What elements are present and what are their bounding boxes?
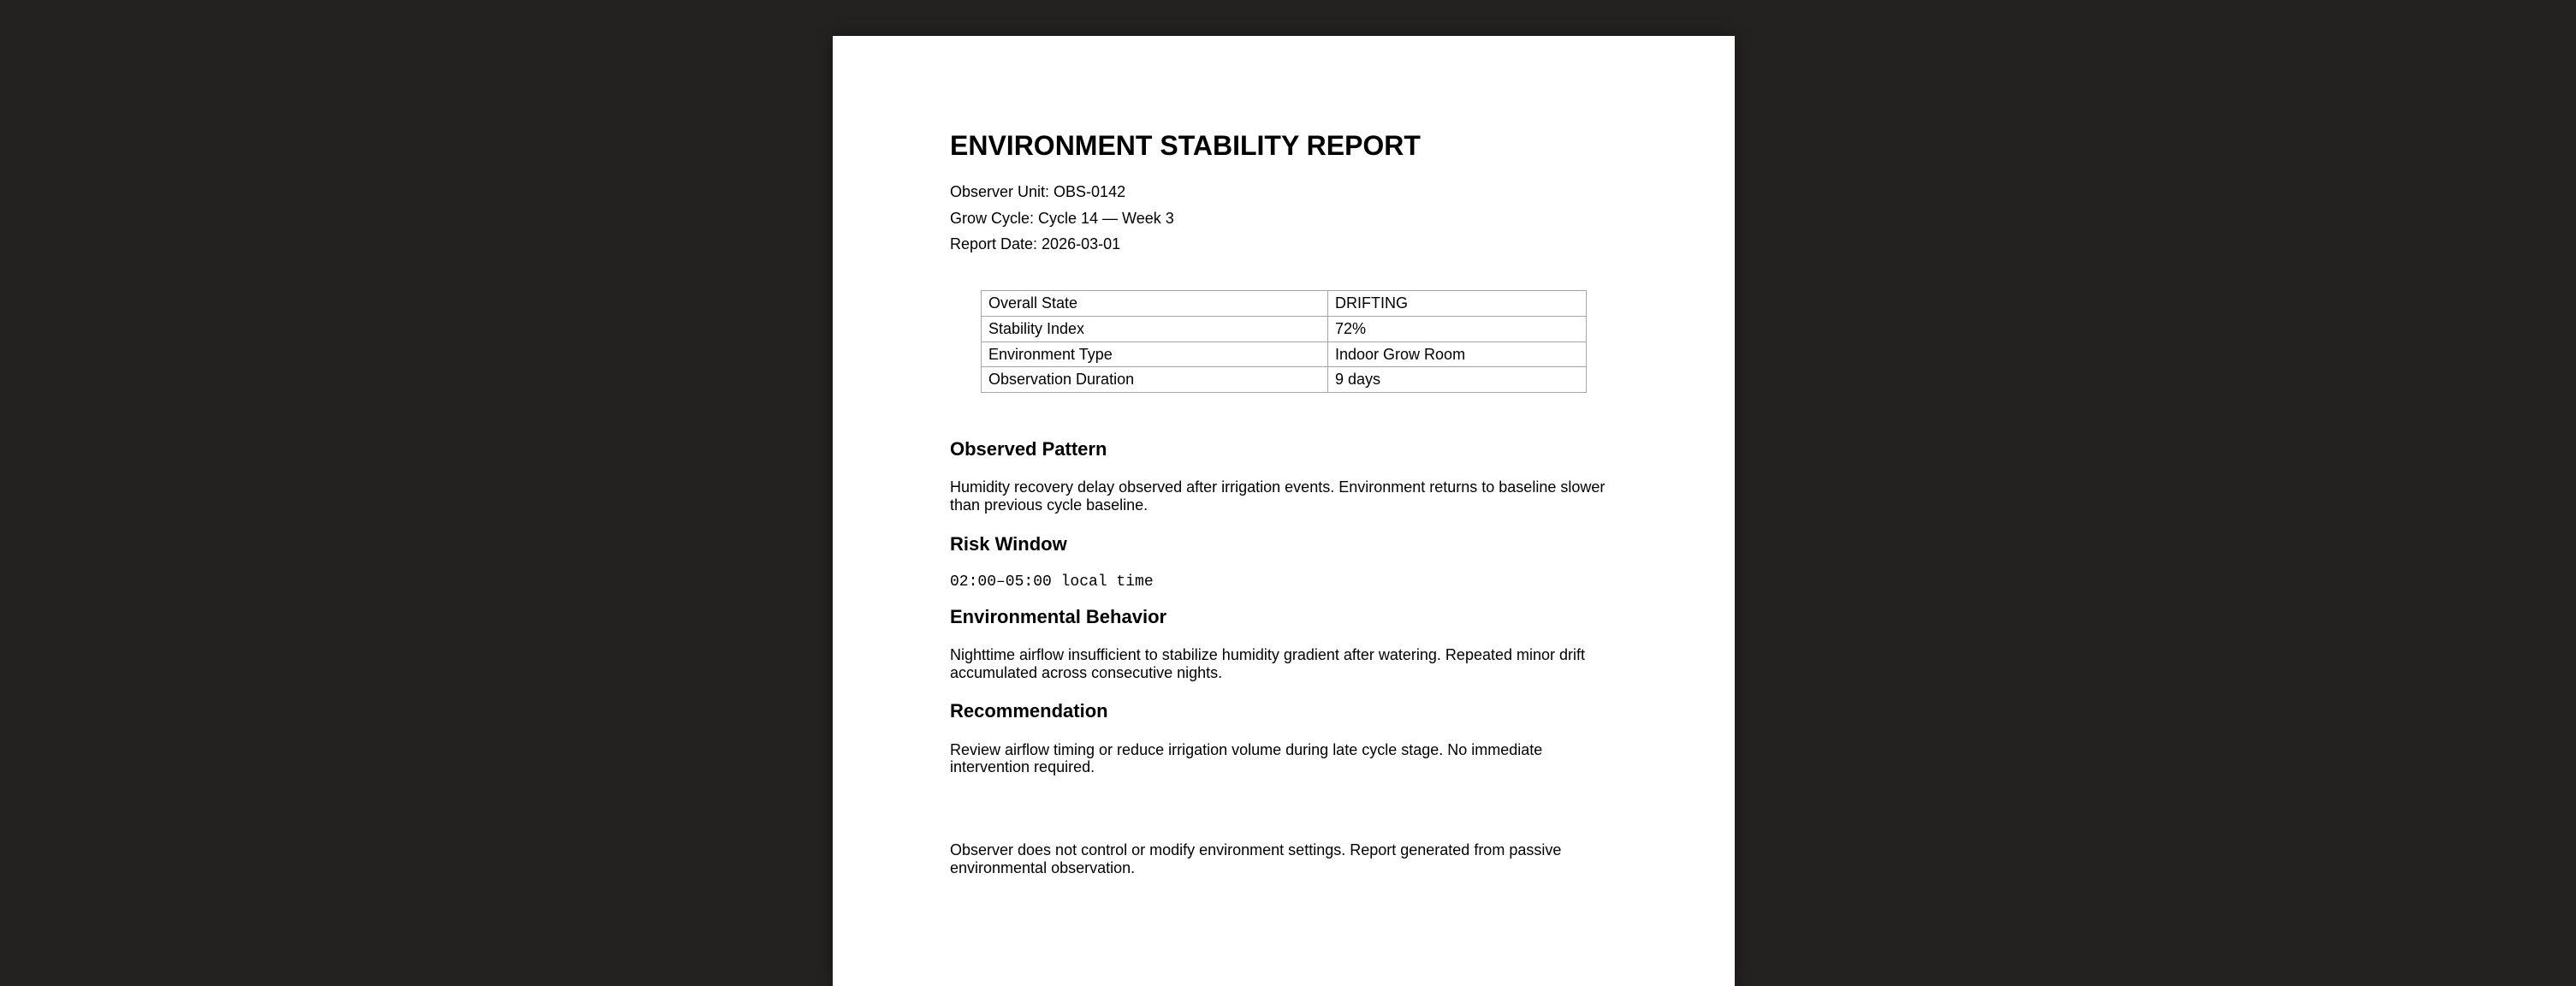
meta-grow-cycle: Grow Cycle: Cycle 14 — Week 3 [950,209,1174,227]
report-page [833,36,1735,986]
table-row [982,316,1587,342]
meta-report-date: Report Date: 2026-03-01 [950,235,1121,253]
section-body-observed-pattern: Humidity recovery delay observed after irrigation events. Environment returns to baseline slower than previous cycle baseline. [950,478,1606,514]
section-heading-environmental-behavior: Environmental Behavior [950,605,1167,627]
table-cell-value: DRIFTING [1328,291,1587,317]
report-title: ENVIRONMENT STABILITY REPORT [950,130,1421,161]
table-row [982,291,1587,317]
table-row [982,342,1587,367]
table-cell-label: Observation Duration [982,367,1328,393]
table-cell-label: Environment Type [982,342,1328,367]
table-cell-label: Stability Index [982,316,1328,342]
section-heading-recommendation: Recommendation [950,700,1108,722]
table-row [982,367,1587,393]
table-cell-value: Indoor Grow Room [1328,342,1587,367]
section-body-risk-window: 02:00–05:00 local time [950,573,1154,591]
table-cell-value: 9 days [1328,367,1587,393]
section-body-environmental-behavior: Nighttime airflow insufficient to stabilize humidity gradient after watering. Repeated minor drift accumulated across consecutive nights. [950,645,1586,681]
report-disclaimer: Observer does not control or modify environment settings. Report generated from passive environmental observation. [950,841,1562,876]
meta-observer-unit: Observer Unit: OBS-0142 [950,183,1126,200]
table-cell-label: Overall State [982,291,1328,317]
table-cell-value: 72% [1328,316,1587,342]
section-heading-observed-pattern: Observed Pattern [950,437,1107,460]
section-body-recommendation: Review airflow timing or reduce irrigation volume during late cycle stage. No immediate intervention required. [950,740,1543,776]
summary-table [981,290,1587,393]
section-heading-risk-window: Risk Window [950,532,1067,555]
